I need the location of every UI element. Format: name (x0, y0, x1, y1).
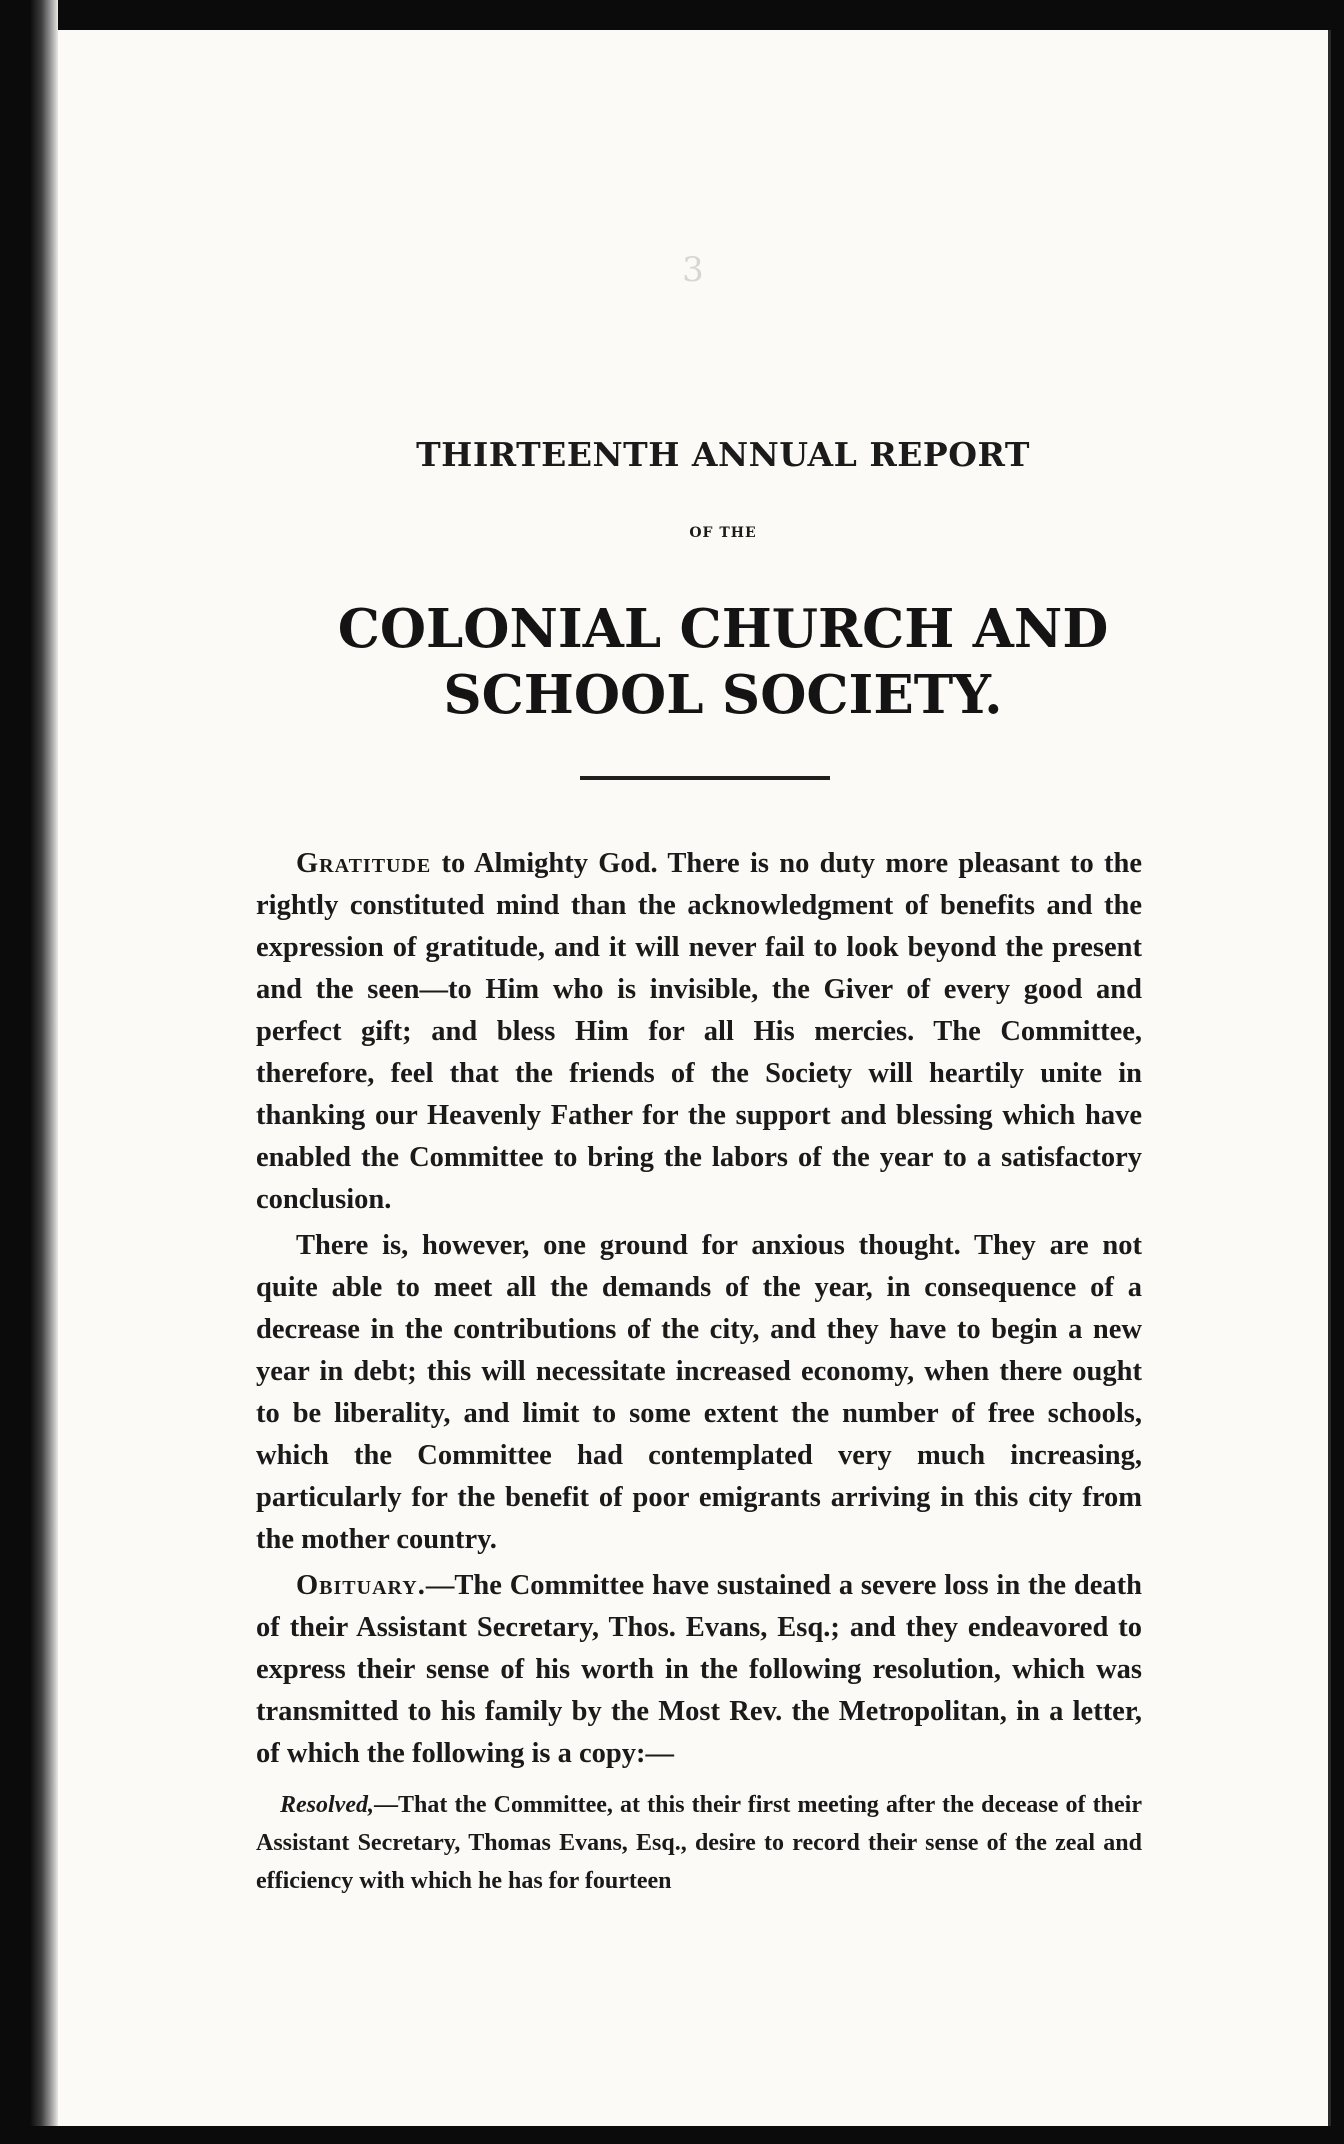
resolution-text: —That the Committee, at this their first meeting after the decease of their Assistant Secretary, Thomas Evans, Esq., desire to record their sense of the zeal and efficiency with which he has for fourteen (256, 1792, 1142, 1894)
scan-top-edge (0, 0, 1344, 30)
page-right-edge (1328, 30, 1331, 2126)
obituary-text: —The Committee have sustained a severe loss in the death of their Assistant Secretary, Thos. Evans, Esq.; and they endeavored to express their sense of his worth in the following resolution, which was transmitted to his family by the Most Rev. the Metropolitan, in a letter, of which the following is a copy:— (256, 1570, 1142, 1769)
resolution-lead: Resolved, (280, 1792, 374, 1818)
page-number: 3 (682, 250, 704, 290)
report-title: THIRTEENTH ANNUAL REPORT (416, 435, 1030, 474)
paragraph-gratitude (256, 843, 1142, 1221)
paragraph-obituary (256, 1565, 1142, 1775)
gratitude-text: to Almighty God. There is no duty more pleasant to the rightly constituted mind than the acknowledgment of benefits and the expression of gratitude, and it will never fail to look beyond the present and the seen—to Him who is invisible, the Giver of every good and perfect gift; and bless Him for all His mercies. The Committee, therefore, feel that the friends of the Society will heartily unite in thanking our Heavenly Father for the support and blessing which have enabled the Committee to bring the labors of the year to a satisfactory conclusion. (256, 848, 1142, 1215)
society-name-heading: COLONIAL CHURCH AND SCHOOL SOCIETY. (337, 598, 1109, 726)
document-page (58, 30, 1328, 2126)
title-divider (580, 776, 830, 780)
resolution-block (256, 1786, 1142, 1900)
of-the-caption: OF THE (689, 525, 757, 541)
report-body (256, 843, 1142, 1779)
book-binding-shadow (30, 0, 58, 2144)
scan-bottom-edge (0, 2126, 1344, 2144)
obituary-lead: Obituary. (296, 1570, 426, 1601)
gratitude-lead: Gratitude (296, 848, 432, 879)
paragraph-anxious (256, 1225, 1142, 1561)
anxious-text: There is, however, one ground for anxious thought. They are not quite able to meet all the demands of the year, in consequence of a decrease in the contributions of the city, and they have to begin a new year in debt; this will necessitate increased economy, when there ought to be liberality, and limit to some extent the number of free schools, which the Committee had contemplated very much increasing, particularly for the benefit of poor emigrants arriving in this city from the mother country. (256, 1230, 1142, 1555)
paragraph-resolution (256, 1786, 1142, 1900)
